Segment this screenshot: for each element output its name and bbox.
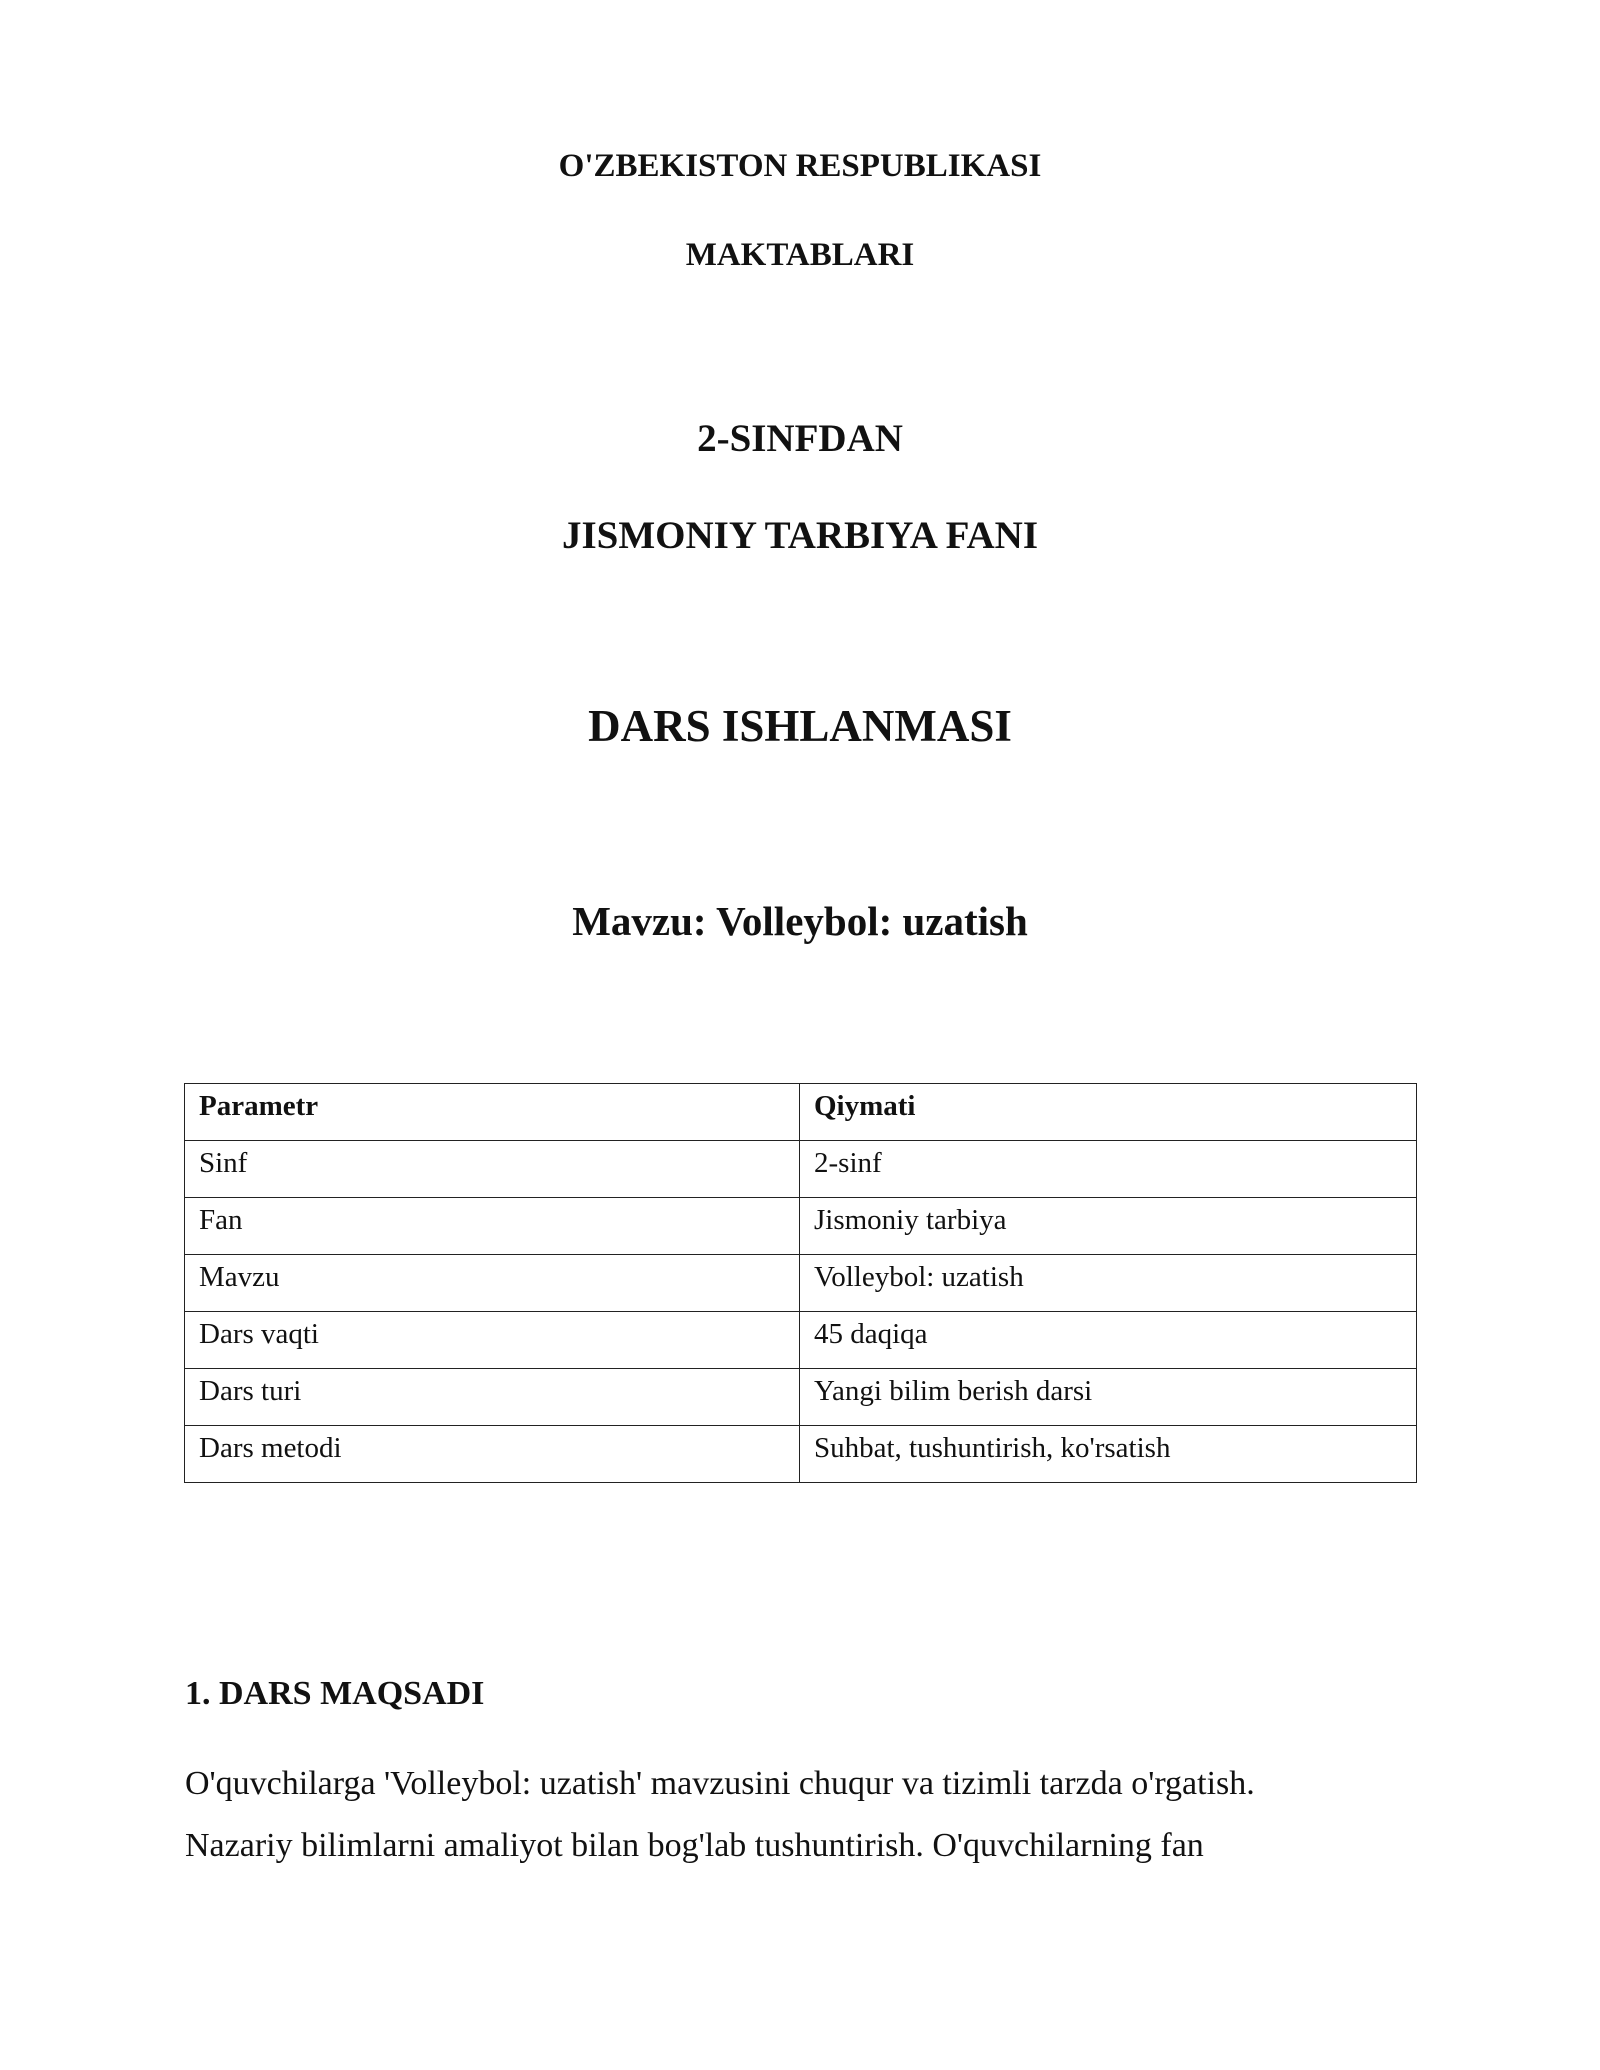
table-cell-parameter: Sinf [185,1141,800,1198]
table-row [185,1312,1417,1369]
lesson-info-table [184,1083,1417,1483]
table-header-row [185,1084,1417,1141]
table-row [185,1198,1417,1255]
table-cell-parameter: Fan [185,1198,800,1255]
topic-line: Mavzu: Volleybol: uzatish [572,898,1028,944]
table-row [185,1141,1417,1198]
table-cell-value: Jismoniy tarbiya [800,1198,1417,1255]
table-row [185,1426,1417,1483]
document-title: DARS ISHLANMASI [588,701,1012,751]
table-cell-parameter: Dars metodi [185,1426,800,1483]
section-heading-lesson-goal: 1. DARS MAQSADI [185,1675,485,1712]
table-cell-value: 2-sinf [800,1141,1417,1198]
table-cell-value: Yangi bilim berish darsi [800,1369,1417,1426]
grade-line: 2-SINFDAN [697,417,903,460]
table-cell-parameter: Dars turi [185,1369,800,1426]
table-row [185,1255,1417,1312]
subject-line: JISMONIY TARBIYA FANI [561,514,1039,557]
header-schools: MAKTABLARI [685,237,915,273]
table-cell-parameter: Dars vaqti [185,1312,800,1369]
paragraph-line: O'quvchilarga 'Volleybol: uzatish' mavzusini chuqur va tizimli tarzda o'rgatish. [185,1765,1255,1802]
table-cell-value: Suhbat, tushuntirish, ko'rsatish [800,1426,1417,1483]
table-row [185,1369,1417,1426]
table-header-value: Qiymati [800,1084,1417,1141]
table-cell-value: Volleybol: uzatish [800,1255,1417,1312]
table-header-parameter: Parametr [185,1084,800,1141]
paragraph-line: Nazariy bilimlarni amaliyot bilan bog'lab tushuntirish. O'quvchilarning fan [185,1827,1204,1864]
header-country: O'ZBEKISTON RESPUBLIKASI [558,148,1042,184]
table-cell-value: 45 daqiqa [800,1312,1417,1369]
table-cell-parameter: Mavzu [185,1255,800,1312]
